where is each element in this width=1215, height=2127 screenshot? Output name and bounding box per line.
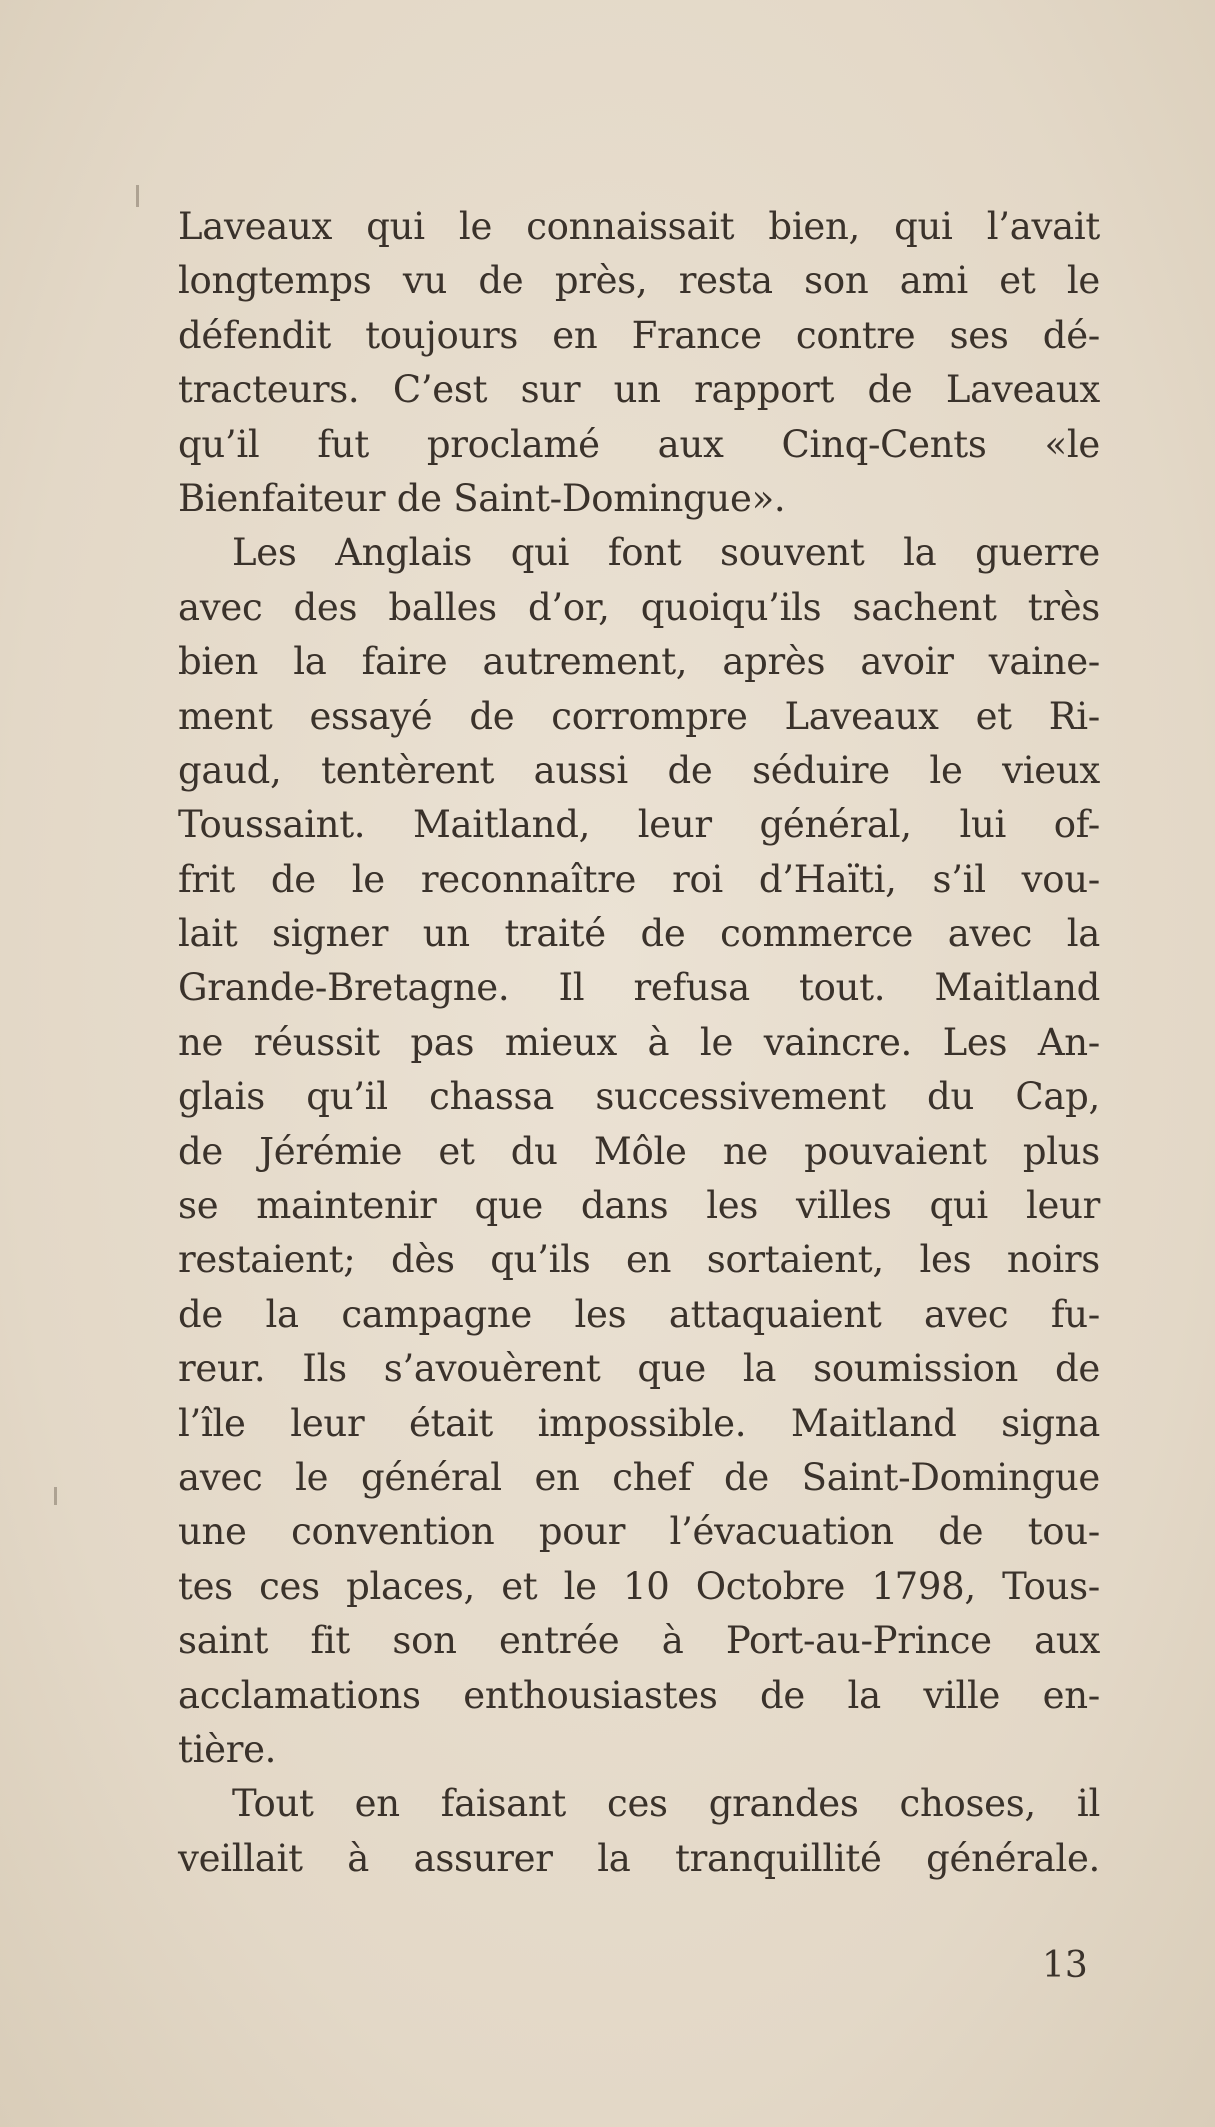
text-line: Grande-Bretagne. Il refusa tout. Maitland xyxy=(178,966,1100,1010)
margin-mark xyxy=(136,185,139,207)
text-line: bien la faire autrement, après avoir vaine- xyxy=(178,640,1100,684)
text-line: tes ces places, et le 10 Octobre 1798, Tous- xyxy=(178,1564,1100,1608)
text-line: ne réussit pas mieux à le vaincre. Les An- xyxy=(178,1020,1100,1064)
text-line: restaient; dès qu’ils en sortaient, les noirs xyxy=(178,1238,1100,1282)
text-line: tière. xyxy=(178,1727,277,1771)
text-line: avec le général en chef de Saint-Domingue xyxy=(178,1455,1100,1499)
text-line: Tout en faisant ces grandes choses, il xyxy=(232,1782,1100,1826)
text-line: Laveaux qui le connaissait bien, qui l’avait xyxy=(178,205,1100,248)
text-line: de la campagne les attaquaient avec fu- xyxy=(178,1292,1100,1336)
text-line: tracteurs. C’est sur un rapport de Laveaux xyxy=(178,368,1100,412)
text-line: acclamations enthousiastes de la ville en- xyxy=(178,1673,1100,1717)
text-line: lait signer un traité de commerce avec la xyxy=(178,912,1100,956)
paragraph xyxy=(178,526,1100,1777)
text-line: reur. Ils s’avouèrent que la soumission de xyxy=(178,1347,1100,1391)
paragraph xyxy=(178,200,1100,526)
text-line: Bienfaiteur de Saint-Domingue». xyxy=(178,476,786,520)
text-line: saint fit son entrée à Port-au-Prince aux xyxy=(178,1619,1100,1663)
text-line: une convention pour l’évacuation de tou- xyxy=(178,1510,1100,1554)
text-line: gaud, tentèrent aussi de séduire le vieux xyxy=(178,748,1100,792)
text-line: Toussaint. Maitland, leur général, lui of- xyxy=(178,803,1100,847)
text-line: défendit toujours en France contre ses dé- xyxy=(178,313,1100,357)
text-line: ment essayé de corrompre Laveaux et Ri- xyxy=(178,694,1100,738)
text-line: Les Anglais qui font souvent la guerre xyxy=(232,531,1100,575)
text-line: frit de le reconnaître roi d’Haïti, s’il vou- xyxy=(178,857,1100,901)
text-line: l’île leur était impossible. Maitland signa xyxy=(178,1401,1100,1445)
text-line: avec des balles d’or, quoiqu’ils sachent très xyxy=(178,585,1100,629)
text-line: longtemps vu de près, resta son ami et le xyxy=(178,259,1100,303)
text-line: qu’il fut proclamé aux Cinq-Cents «le xyxy=(178,422,1100,466)
text-line: de Jérémie et du Môle ne pouvaient plus xyxy=(178,1129,1100,1173)
text-line: glais qu’il chassa successivement du Cap, xyxy=(178,1075,1100,1119)
body-text xyxy=(178,200,1100,1886)
text-line: veillait à assurer la tranquillité générale. xyxy=(178,1836,1100,1880)
paragraph xyxy=(178,1777,1100,1886)
margin-mark xyxy=(54,1487,57,1505)
text-line: se maintenir que dans les villes qui leur xyxy=(178,1184,1100,1228)
page-number: 13 xyxy=(1042,1945,1088,1986)
